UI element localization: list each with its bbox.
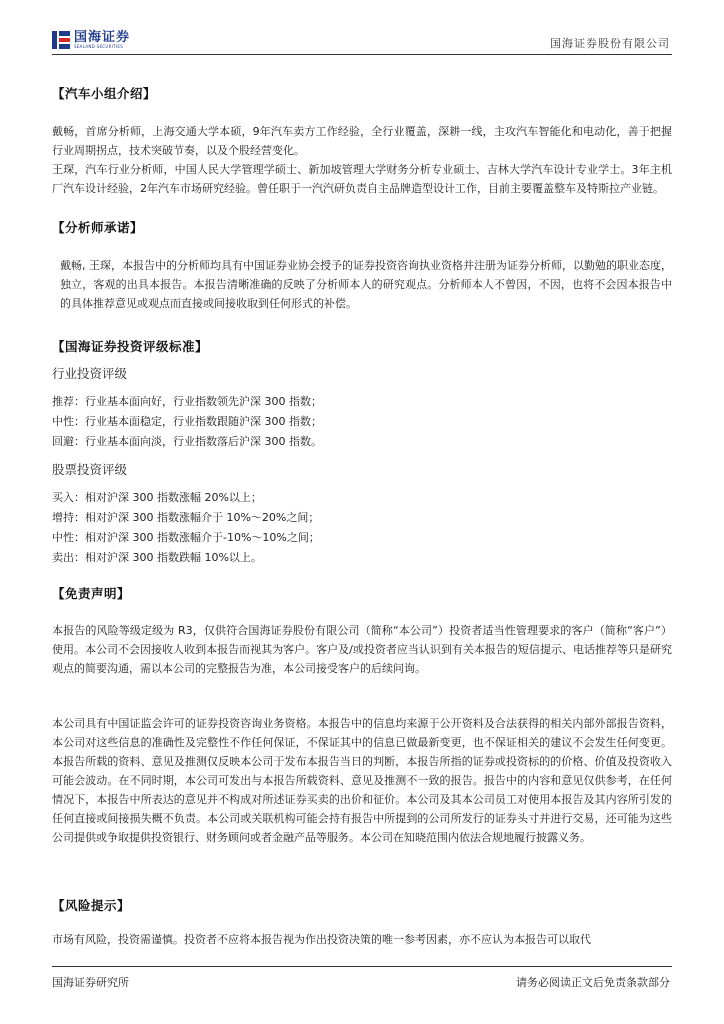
section-title-rating: 【国海证券投资评级标准】 — [52, 339, 209, 354]
section-title-disclaimer: 【免责声明】 — [52, 586, 131, 601]
footer-institute: 国海证券研究所 — [52, 976, 129, 989]
footer-notice: 请务必阅读正文后免责条款部分 — [516, 976, 670, 989]
page-header — [0, 0, 724, 56]
footer-divider — [52, 966, 672, 967]
industry-rating-item: 回避：行业基本面向淡，行业指数落后沪深 300 指数。 — [52, 435, 322, 448]
logo-text-en: SEALAND SECURITIES — [74, 44, 124, 49]
team-para-2: 王琛，汽车行业分析师，中国人民大学管理学硕士、新加坡管理大学财务分析专业硕士、吉林大学汽车设计专业学士。3年主机厂汽车设计经验，2年汽车市场研究经验。曾任职于一汽汽研负责自主品牌造型设计工作，目前主要覆盖整车及特斯拉产业链。 — [52, 163, 672, 195]
section-title-team: 【汽车小组介绍】 — [52, 86, 157, 101]
header-divider — [52, 54, 672, 55]
disclaimer-para-2: 本公司具有中国证监会许可的证券投资咨询业务资格。本报告中的信息均来源于公开资料及合法获得的相关内部外部报告资料，本公司对这些信息的准确性及完整性不作任何保证，不保证其中的信息已做最新变更，也不保证相关的建议不会发生任何变更。本报告所载的资料、意见及推测仅反映本公司于发布本报告当日的判断，本报告所指的证券或投资标的的价格、价值及投资收入可能会波动。在不同时期，本公司可发出与本报告所载资料、意见及推测不一致的报告。报告中的内容和意见仅供参考，在任何情况下，本报告中所表达的意见并不构成对所述证券买卖的出价和征价。本公司及其本公司员工对使用本报告及其内容所引发的任何直接或间接损失概不负责。本公司或关联机构可能会持有报告中所提到的公司所发行的证券头寸并进行交易，还可能为这些公司提供或争取提供投资银行、财务顾问或者金融产品等服务。本公司在知晓范围内依法合规地履行披露义务。 — [52, 717, 672, 844]
disclaimer-para-1: 本报告的风险等级定级为 R3，仅供符合国海证券股份有限公司（简称“本公司”）投资者适当性管理要求的客户（简称“客户”）使用。本公司不会因接收人收到本报告而视其为客户。客户及/或投资者应当认识到有关本报告的短信提示、电话推荐等只是研究观点的简要沟通，需以本公司的完整报告为准，本公司接受客户的后续问询。 — [52, 624, 672, 675]
stock-rating-item: 增持：相对沪深 300 指数涨幅介于 10%～20%之间； — [52, 511, 320, 524]
industry-rating-item: 推荐：行业基本面向好，行业指数领先沪深 300 指数； — [52, 395, 322, 408]
stock-rating-label: 股票投资评级 — [52, 462, 128, 477]
company-logo — [52, 30, 130, 50]
risk-para: 市场有风险，投资需谨慎。投资者不应将本报告视为作出投资决策的唯一参考因素，亦不应认为本报告可以取代 — [52, 933, 591, 946]
team-para-1: 戴畅，首席分析师，上海交通大学本硕，9年汽车卖方工作经验，全行业覆盖，深耕一线，主攻汽车智能化和电动化，善于把握行业周期拐点，技术突破节奏，以及个股经营变化。 — [52, 125, 672, 157]
industry-rating-item: 中性：行业基本面稳定，行业指数跟随沪深 300 指数； — [52, 415, 322, 428]
logo-text-cn: 国海证券 — [74, 30, 131, 45]
stock-rating-item: 买入：相对沪深 300 指数涨幅 20%以上； — [52, 491, 262, 504]
stock-rating-item: 卖出：相对沪深 300 指数跌幅 10%以上。 — [52, 551, 262, 564]
industry-rating-label: 行业投资评级 — [52, 366, 128, 381]
logo-mark-icon — [52, 31, 70, 49]
section-title-commitment: 【分析师承诺】 — [52, 220, 144, 235]
section-title-risk: 【风险提示】 — [52, 898, 131, 913]
stock-rating-item: 中性：相对沪深 300 指数涨幅介于-10%～10%之间； — [52, 531, 320, 544]
header-company-name: 国海证券股份有限公司 — [550, 37, 670, 50]
commitment-para: 戴畅, 王琛，本报告中的分析师均具有中国证券业协会授予的证券投资咨询执业资格并注册为证券分析师，以勤勉的职业态度，独立，客观的出具本报告。本报告清晰准确的反映了分析师本人的研究观点。分析师本人不曾因，不因，也将不会因本报告中的具体推荐意见或观点而直接或间接收取到任何形式的补偿。 — [60, 259, 672, 310]
